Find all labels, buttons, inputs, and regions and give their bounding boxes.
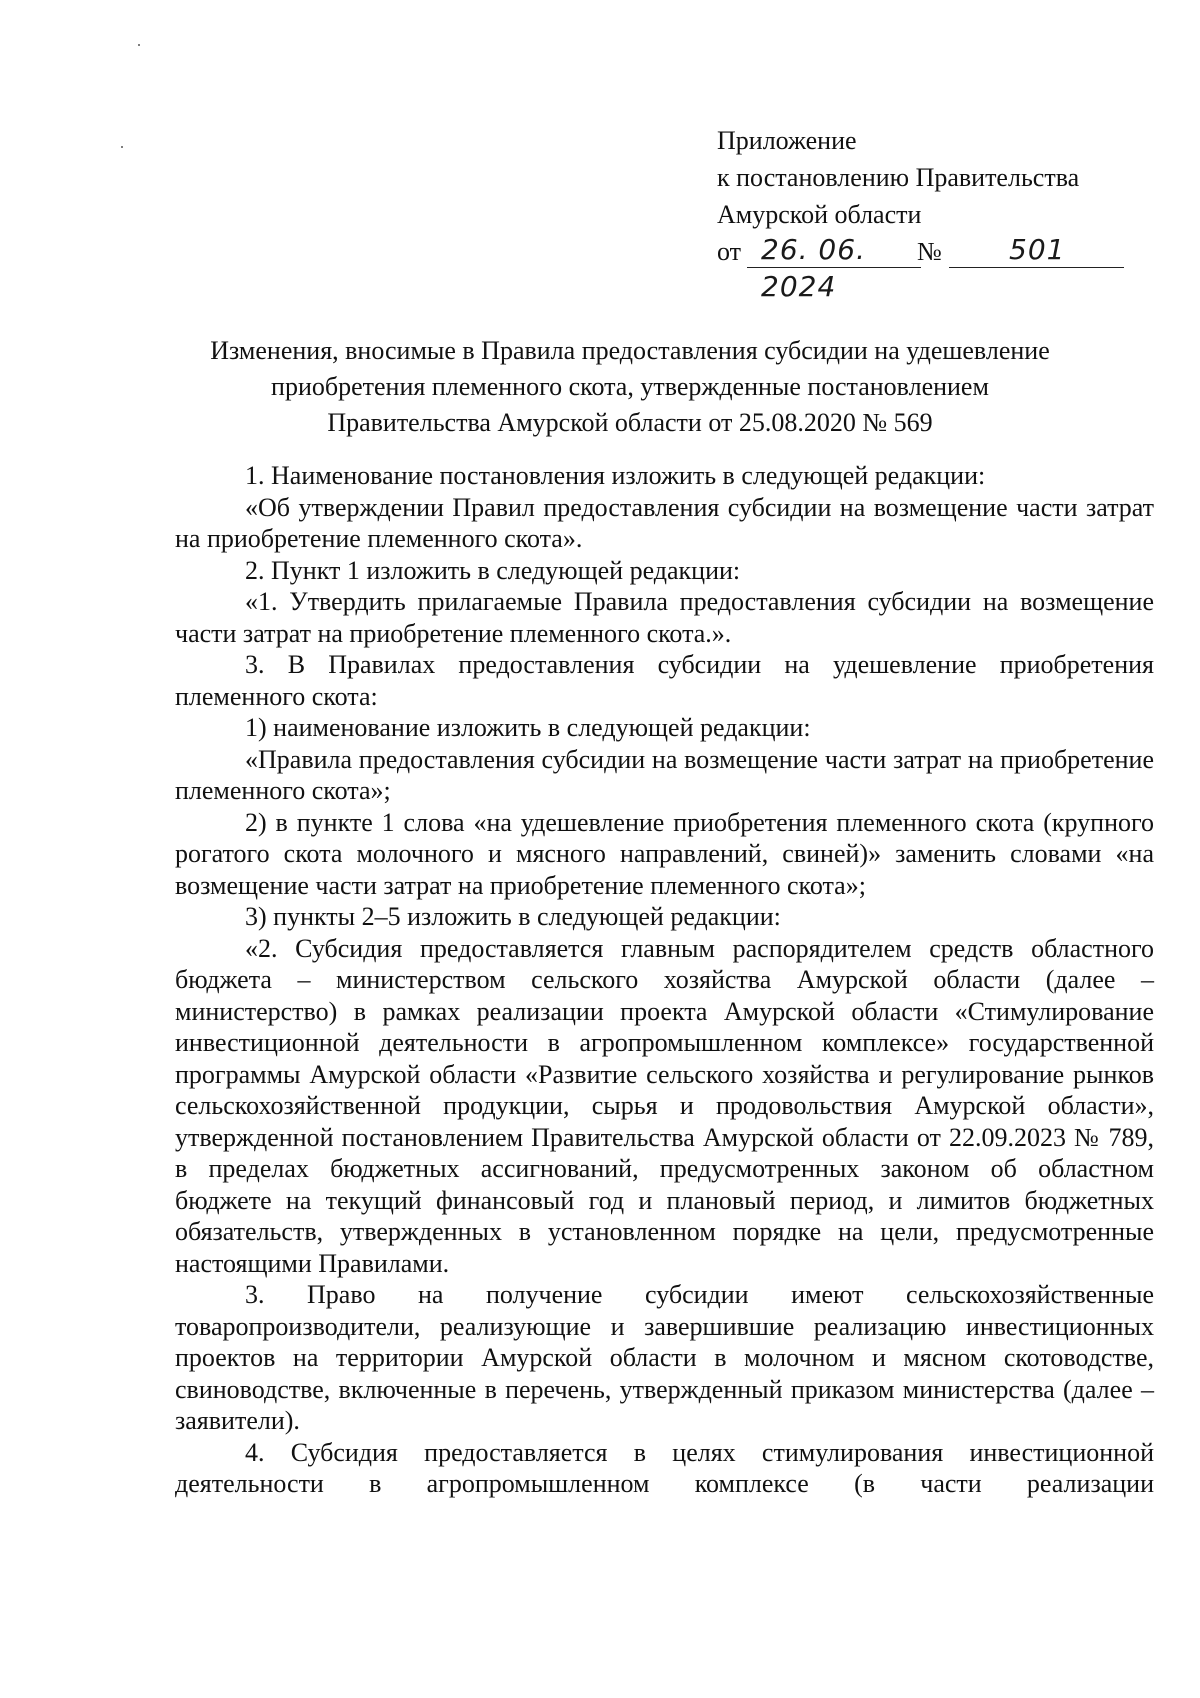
- appendix-line-1: Приложение: [717, 126, 857, 155]
- paragraph: 1. Наименование постановления изложить в следующей редакции:: [245, 461, 986, 490]
- number-sign: №: [917, 237, 942, 266]
- paragraph: 2) в пункте 1 слова «на удешевление приобретения племенного скота (крупного рогатого скота молочного и мясного направлений, свиней)» заменить словами «на возмещение части затрат на приобретение племенного скота»;: [175, 807, 1154, 900]
- title-line-1: Изменения, вносимые в Правила предоставления субсидии на удешевление: [210, 336, 1050, 365]
- number-field: [949, 231, 1124, 268]
- document-body: [175, 460, 1154, 1500]
- paragraph: 1) наименование изложить в следующей редакции:: [245, 713, 811, 742]
- paragraph: «Об утверждении Правил предоставления субсидии на возмещение части затрат на приобретение племенного скота».: [175, 492, 1154, 553]
- paragraph: 3. Право на получение субсидии имеют сельскохозяйственные товаропроизводители, реализующие и завершившие реализацию инвестиционных проектов на территории Амурской области в молочном и мясном скотоводстве, свиноводстве, включенные в перечень, утвержденный приказом министерства (далее – заявители).: [175, 1280, 1154, 1435]
- date-prefix: от: [717, 237, 742, 266]
- document-title: [150, 333, 1110, 441]
- appendix-date-row: [717, 233, 1079, 303]
- scan-speck: [138, 44, 140, 46]
- paragraph: 3. В Правилах предоставления субсидии на удешевление приобретения племенного скота:: [175, 650, 1154, 711]
- paragraph: «1. Утвердить прилагаемые Правила предоставления субсидии на возмещение части затрат на приобретение племенного скота.».: [175, 587, 1154, 648]
- date-field: [747, 231, 921, 303]
- handwritten-number: 501: [1009, 233, 1066, 266]
- paragraph: 3) пункты 2–5 изложить в следующей редакции:: [245, 902, 781, 931]
- paragraph: 4. Субсидия предоставляется в целях стимулирования инвестиционной деятельности в агропромышленном комплексе (в части реализации: [175, 1437, 1154, 1498]
- paragraph: 2. Пункт 1 изложить в следующей редакции:: [245, 555, 741, 585]
- scan-speck: [121, 146, 123, 148]
- handwritten-date: 26. 06. 2024: [761, 233, 866, 303]
- paragraph: «2. Субсидия предоставляется главным распорядителем средств областного бюджета – министерством сельского хозяйства Амурской области (далее – министерство) в рамках реализации проекта Амурской области «Стимулирование инвестиционной деятельности в агропромышленном комплексе» государственной программы Амурской области «Развитие сельского хозяйства и регулирование рынков сельскохозяйственной продукции, сырья и продовольствия Амурской области», утвержденной постановлением Правительства Амурской области от 22.09.2023 № 789, в пределах бюджетных ассигнований, предусмотренных законом об областном бюджете на текущий финансовый год и плановый период, и лимитов бюджетных обязательств, утвержденных в установленном порядке на цели, предусмотренные настоящими Правилами.: [175, 933, 1154, 1278]
- appendix-block: [717, 122, 1080, 303]
- title-line-2: приобретения племенного скота, утвержденные постановлением: [271, 372, 989, 401]
- paragraph: «Правила предоставления субсидии на возмещение части затрат на приобретение племенного скота»;: [175, 744, 1154, 805]
- title-line-3: Правительства Амурской области от 25.08.2020 № 569: [327, 408, 933, 437]
- appendix-line-2: к постановлению Правительства: [717, 163, 1080, 192]
- appendix-line-3: Амурской области: [717, 200, 922, 229]
